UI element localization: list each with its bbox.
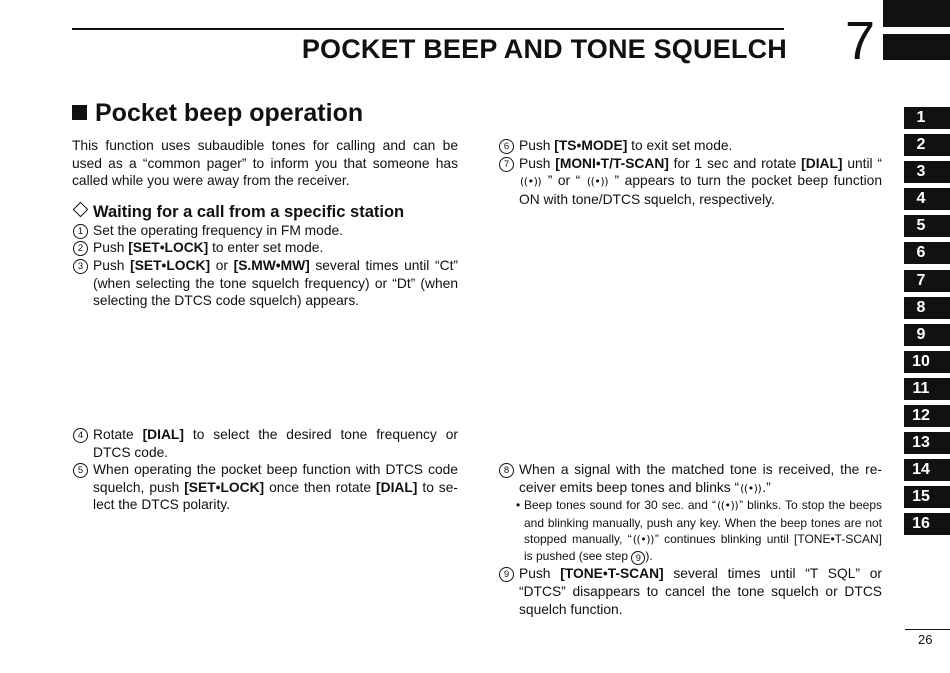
chapter-tab-11[interactable]: 11 xyxy=(904,378,950,400)
chapter-tab-7[interactable]: 7 xyxy=(904,270,950,292)
bullet-dot-icon: • xyxy=(516,498,521,513)
step-number: 5 xyxy=(73,463,88,478)
left-column-lower xyxy=(72,426,458,514)
chapter-tab-9[interactable]: 9 xyxy=(904,324,950,346)
beep-icon: ((•)) xyxy=(740,481,762,495)
chapter-tab-5[interactable]: 5 xyxy=(904,215,950,237)
step-2 xyxy=(72,239,458,257)
key-label: [DIAL] xyxy=(801,155,843,171)
step-number: 4 xyxy=(73,428,88,443)
key-label: [SET•LOCK] xyxy=(130,257,211,273)
beep-icon: ((•)) xyxy=(520,175,542,189)
beep-icon: ((•)) xyxy=(716,499,739,513)
beep-icon: ((•)) xyxy=(632,533,654,546)
chapter-title: POCKET BEEP AND TONE SQUELCH xyxy=(301,34,787,64)
subheading xyxy=(72,202,458,222)
key-label: [TONE•T-SCAN] xyxy=(560,566,664,582)
chapter-tab-8[interactable]: 8 xyxy=(904,297,950,319)
step-number: 7 xyxy=(499,157,514,172)
key-label: [DIAL] xyxy=(376,479,418,495)
section-title-text: Pocket beep operation xyxy=(95,99,364,127)
chapter-tab-10[interactable]: 10 xyxy=(904,351,950,373)
step-6 xyxy=(498,137,882,155)
chapter-tab-4[interactable]: 4 xyxy=(904,188,950,210)
step-9 xyxy=(498,565,882,618)
chapter-tab-3[interactable]: 3 xyxy=(904,161,950,183)
right-column-upper xyxy=(498,137,882,208)
key-label: [SET•LOCK] xyxy=(184,479,265,495)
step-text: Push [SET•LOCK] to enter set mode. xyxy=(93,240,324,256)
footer-rule xyxy=(905,629,950,630)
step-text: Set the operating frequency in FM mode. xyxy=(93,222,344,238)
step-text: When a signal with the matched tone is received, the receiver emits beep tones and blinks “((•)).” xyxy=(519,461,882,497)
chapter-tab-16[interactable]: 16 xyxy=(904,513,950,535)
step-5 xyxy=(72,461,458,514)
step-8 xyxy=(498,461,882,497)
step-3 xyxy=(72,257,458,310)
chapter-tab-12[interactable]: 12 xyxy=(904,405,950,427)
key-label: [TS•MODE] xyxy=(554,138,628,153)
key-label: [S.MW•MW] xyxy=(233,257,310,273)
subheading-text: Waiting for a call from a specific station xyxy=(93,202,405,221)
step-text: Rotate [DIAL] to select the desired tone frequency or DTCS code. xyxy=(93,427,458,460)
step-text: Push [TONE•T-SCAN] several times until “T SQL” or “DTCS” disappears to cancel the tone squelch or DTCS squelch function. xyxy=(519,566,883,617)
tab-block-top xyxy=(883,0,950,27)
chapter-tab-15[interactable]: 15 xyxy=(904,486,950,508)
key-label: [DIAL] xyxy=(142,427,184,442)
header-rule xyxy=(72,28,784,30)
chapter-tab-13[interactable]: 13 xyxy=(904,432,950,454)
key-label: [SET•LOCK] xyxy=(128,240,209,256)
step-number: 8 xyxy=(499,463,514,478)
page-number: 26 xyxy=(918,632,933,647)
step-1 xyxy=(72,222,458,240)
step-number: 3 xyxy=(73,259,88,274)
chapter-tab-2[interactable]: 2 xyxy=(904,134,950,156)
step-reference: 9 xyxy=(631,551,645,565)
step-number: 6 xyxy=(499,139,514,154)
tab-block-mid xyxy=(883,34,950,60)
step-text: When operating the pocket beep function with DTCS code squelch, push [SET•LOCK] once then rotate [DIAL] to select the DTCS polarity. xyxy=(93,462,458,513)
beep-icon: ((•)) xyxy=(586,175,608,189)
right-column-lower xyxy=(498,461,882,618)
chapter-tab-14[interactable]: 14 xyxy=(904,459,950,481)
square-bullet-icon xyxy=(72,105,87,120)
step-number: 9 xyxy=(499,567,514,582)
step-7 xyxy=(498,155,882,209)
chapter-tab-1[interactable]: 1 xyxy=(904,107,950,129)
diamond-icon xyxy=(73,202,89,218)
chapter-tabs xyxy=(904,107,950,541)
key-label: [MONI•T/T-SCAN] xyxy=(555,155,669,171)
step-number: 2 xyxy=(73,241,88,256)
step-4 xyxy=(72,426,458,461)
left-column-upper xyxy=(72,137,458,310)
chapter-tab-6[interactable]: 6 xyxy=(904,242,950,264)
step-text: Push [SET•LOCK] or [S.MW•MW] several times until “Ct” (when selecting the tone squelch frequency) or “Dt” (when selecting the DTCS code squelch) appears. xyxy=(93,257,459,309)
section-title xyxy=(72,99,363,128)
step-8-note xyxy=(516,497,882,565)
intro-paragraph: This function uses subaudible tones for calling and can be used as a “common pager” to inform you that someone has called while you were away from the receiver. xyxy=(72,138,458,189)
step-number: 1 xyxy=(73,224,88,239)
note-text: Beep tones sound for 30 sec. and “((•))” blinks. To stop the beeps and blinking manually, push any key. When the beep tones are not stopped manually, “((•))” continues blinking until [TONE•T-SCAN] is pushed (see step 9 ). xyxy=(524,498,882,564)
step-text: Push [MONI•T/T-SCAN] for 1 sec and rotate [DIAL] until “((•)) ” or “ ((•)) ” appears to turn the pocket beep function ON with tone/DTCS squelch, respectively. xyxy=(519,155,883,207)
chapter-number: 7 xyxy=(845,11,876,71)
step-text: Push [TS•MODE] to exit set mode. xyxy=(519,138,733,153)
